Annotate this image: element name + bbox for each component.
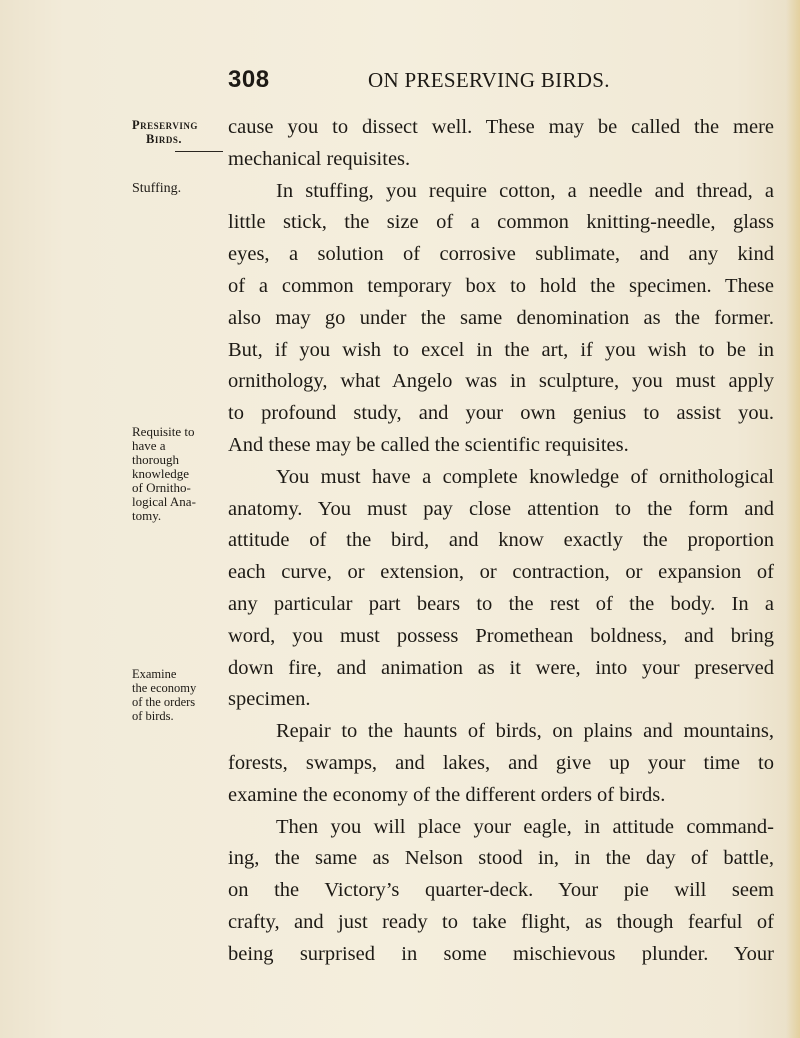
page-number: 308 <box>228 66 270 93</box>
sidenote-requisite <box>132 425 224 523</box>
text-line: You must have a complete knowledge of ornithological <box>276 465 774 488</box>
sidenote-examine <box>132 667 224 723</box>
text-line: specimen. <box>228 688 311 711</box>
text-line: little stick, the size of a common knitting-needle, glass <box>228 211 774 234</box>
sidenote-line: Examine <box>132 667 177 681</box>
text-line: of a common temporary box to hold the specimen. These <box>228 274 774 297</box>
text-line: Then you will place your eagle, in attitude command- <box>276 815 774 838</box>
sidenote-line: thorough <box>132 452 179 467</box>
sidenote-title-line: Preserving <box>132 118 198 132</box>
text-line: crafty, and just ready to take flight, as though fearful of <box>228 910 774 933</box>
text-line: mechanical requisites. <box>228 147 411 170</box>
running-head: ON PRESERVING BIRDS. <box>368 68 610 92</box>
page-header <box>0 62 800 102</box>
text-line: And these may be called the scientific requisites. <box>228 433 629 456</box>
text-line: word, you must possess Promethean boldness, and bring <box>228 624 774 647</box>
text-line: anatomy. You must pay close attention to the form and <box>228 497 774 520</box>
text-line: each curve, or extension, or contraction, or expansion of <box>228 561 774 584</box>
sidenote-title-line: Birds. <box>146 132 182 146</box>
text-line: cause you to dissect well. These may be called the mere <box>228 116 774 138</box>
text-line: Repair to the haunts of birds, on plains and mountains, <box>276 720 774 743</box>
text-line: In stuffing, you require cotton, a needle and thread, a <box>276 179 774 202</box>
text-line: eyes, a solution of corrosive sublimate, and any kind <box>228 243 774 266</box>
page-edge-shading <box>786 0 800 1038</box>
text-line: to profound study, and your own genius to assist you. <box>228 402 774 425</box>
sidenote-rule <box>175 151 223 152</box>
sidenote-line: have a <box>132 438 166 453</box>
sidenote-line: knowledge <box>132 466 190 481</box>
sidenote-line: tomy. <box>132 508 162 523</box>
text-line: forests, swamps, and lakes, and give up your time to <box>228 751 774 774</box>
text-line: examine the economy of the different orders of birds. <box>228 783 666 806</box>
sidenote-section-title <box>132 118 224 146</box>
sidenote-line: Requisite to <box>132 424 195 439</box>
text-line: being surprised in some mischievous plunder. Your <box>228 942 774 965</box>
sidenote-line: of Ornitho- <box>132 480 191 495</box>
sidenote-line: the economy <box>132 681 197 695</box>
text-line: ornithology, what Angelo was in sculpture, you must apply <box>228 370 774 393</box>
sidenote-line: of the orders <box>132 695 196 709</box>
body-text <box>228 112 774 971</box>
sidenote-stuffing: Stuffing. <box>132 181 182 196</box>
text-line: attitude of the bird, and know exactly the proportion <box>228 529 774 552</box>
sidenote-line: logical Ana- <box>132 494 196 509</box>
sidenote-line: of birds. <box>132 709 174 723</box>
text-line: ing, the same as Nelson stood in, in the day of battle, <box>228 847 774 870</box>
text-line: any particular part bears to the rest of the body. In a <box>228 592 774 615</box>
text-line: also may go under the same denomination as the former. <box>228 306 774 329</box>
text-line: But, if you wish to excel in the art, if you wish to be in <box>228 338 774 361</box>
text-line: on the Victory’s quarter-deck. Your pie will seem <box>228 879 774 902</box>
text-line: down fire, and animation as it were, into your preserved <box>228 656 774 679</box>
